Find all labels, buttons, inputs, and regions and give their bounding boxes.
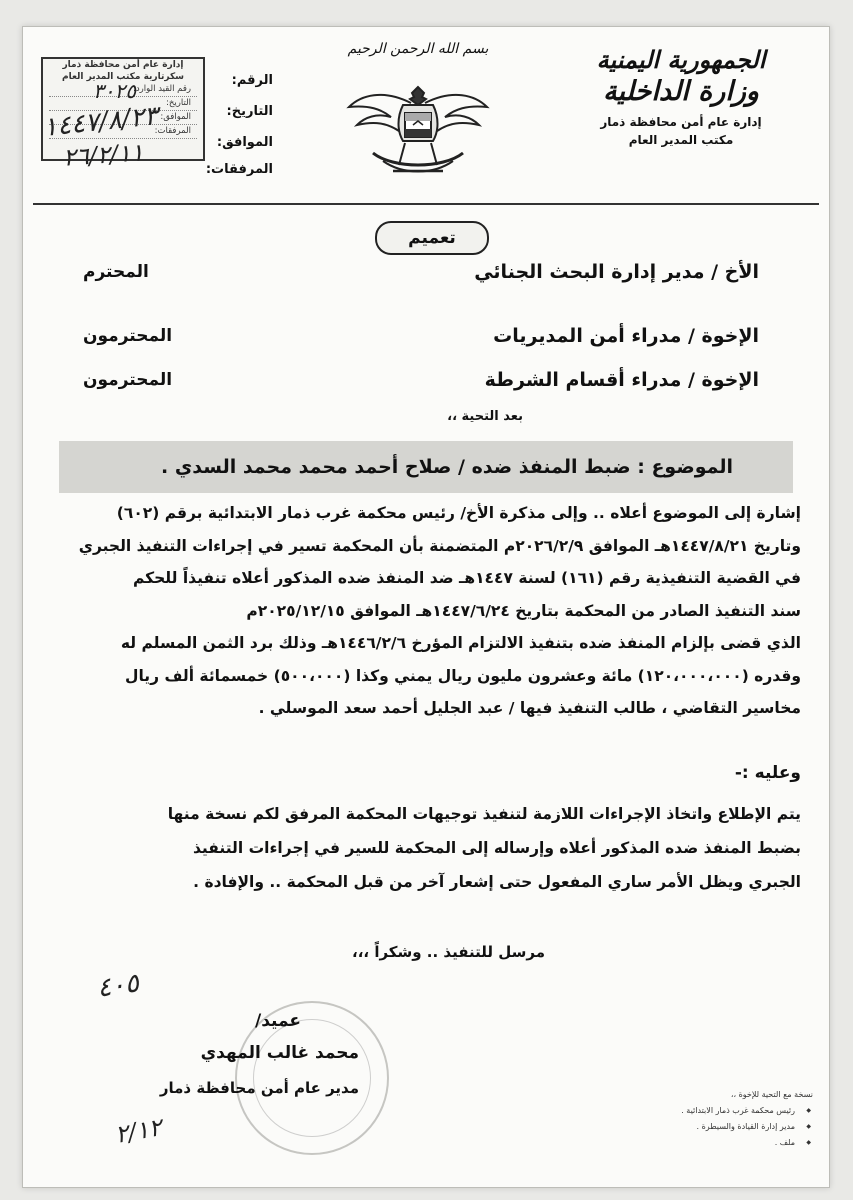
copies-header: نسخة مع التحية للإخوة ،، — [730, 1090, 813, 1099]
date-label: التاريخ: — [226, 104, 273, 119]
copy-item: ◆ مدير إدارة القيادة والسيطرة . — [623, 1119, 813, 1135]
addressee-name: الإخوة / مدراء أمن المديريات — [493, 325, 759, 347]
body-line: إشارة إلى الموضوع أعلاه .. وإلى مذكرة الأخ/ رئيس محكمة غرب ذمار الابتدائية برقم (٦٠٢) — [116, 504, 801, 522]
corresponding-label: الموافق: — [216, 135, 273, 150]
stamp-date-label: التاريخ: — [49, 97, 197, 111]
yemen-eagle-emblem-icon — [343, 69, 493, 189]
addressee-suffix: المحترمون — [83, 370, 173, 390]
copy-item: ◆ رئيس محكمة غرب ذمار الابتدائية . — [623, 1103, 813, 1119]
directive-line: بضبط المنفذ ضده المذكور أعلاه وإرساله إلى المحكمة للسير في إجراءات التنفيذ — [192, 839, 801, 857]
handwritten-margin-note: ٤٠٥ — [95, 968, 141, 1004]
office-name: مكتب المدير العام — [628, 133, 734, 147]
signatory-rank: عميد/ — [255, 1011, 301, 1031]
subject-text: الموضوع : ضبط المنفذ ضده / صلاح أحمد محمد محمد السدي . — [161, 456, 733, 478]
addressee-row — [83, 323, 759, 349]
document-title: تعميم — [408, 228, 456, 248]
addressee-row — [83, 367, 759, 393]
handwritten-ref-number: ٣٠٢٥ — [93, 79, 136, 103]
copies-list — [623, 1087, 813, 1151]
number-label: الرقم: — [231, 73, 273, 88]
handwritten-hijri-date: ١٤٤٧/٨/٢٣ — [41, 101, 160, 143]
stamp-incoming-label: رقم القيد الوارد: — [49, 83, 197, 97]
greeting: بعد التحية ،، — [447, 409, 523, 424]
signatory-name: محمد غالب المهدي — [200, 1043, 359, 1063]
therefore-label: وعليه :- — [734, 763, 801, 783]
copy-item: ◆ ملف . — [623, 1135, 813, 1151]
basmala: بسم الله الرحمن الرحيم — [347, 41, 489, 57]
body-line: الذي قضى بإلزام المنفذ ضده بتنفيذ الالتزام المؤرخ ١٤٤٦/٢/٦هـ وذلك برد الثمن المسلم له — [120, 634, 801, 652]
directive-line: يتم الإطلاع واتخاذ الإجراءات اللازمة لتنفيذ توجيهات المحكمة المرفق لكم نسخة منها — [167, 805, 801, 823]
body-paragraph — [53, 497, 801, 725]
title-badge — [375, 221, 489, 255]
body-line: وقدره (١٢٠،٠٠٠،٠٠٠) مائة وعشرون مليون ريال يمني وكذا (٥٠٠،٠٠٠) خمسمائة ألف ريال — [125, 666, 801, 685]
document-page — [22, 26, 830, 1188]
addressee-suffix: المحترمون — [83, 326, 173, 346]
stamp-line-dept: إدارة عام أمن محافظة ذمار — [62, 60, 184, 70]
signatory-title: مدير عام أمن محافظة ذمار — [159, 1079, 359, 1097]
closing-line: مرسل للتنفيذ .. وشكراً ،،، — [352, 943, 545, 961]
addressee-name: الأخ / مدير إدارة البحث الجنائي — [474, 261, 759, 283]
department-name: إدارة عام أمن محافظة ذمار — [600, 115, 762, 129]
body-line: في القضية التنفيذية رقم (١٦١) لسنة ١٤٤٧هـ ضد المنفذ ضده المذكور أعلاه تنفيذاً للحكم — [132, 569, 801, 587]
directive-line: الجبري ويظل الأمر ساري المفعول حتى إشعار آخر من قبل المحكمة .. والإفادة . — [193, 873, 801, 891]
attachments-label: المرفقات: — [205, 162, 273, 177]
body-line: وتاريخ ١٤٤٧/٨/٢١هـ الموافق ٢٠٢٦/٢/٩م المتضمنة بأن المحكمة تسير في إجراءات التنفيذ الجبري — [78, 536, 801, 555]
stamp-attachments-label: المرفقات: — [49, 125, 197, 139]
header-divider — [33, 203, 819, 205]
addressee-name: الإخوة / مدراء أقسام الشرطة — [484, 369, 759, 391]
subject-band — [59, 441, 793, 493]
stamp-line-office: سكرتارية مكتب المدير العام — [61, 72, 185, 82]
ministry-name: وزارة الداخلية — [603, 76, 759, 107]
addressee-row — [83, 259, 759, 285]
body-line: مخاسير التقاضي ، طالب التنفيذ فيها / عبد الجليل أحمد سعد الموسلي . — [258, 699, 801, 717]
republic-name: الجمهورية اليمنية — [596, 45, 766, 74]
handwritten-greg-date: ٢٦/٢/١١ — [62, 138, 145, 172]
handwritten-margin-date: ٢/١٢ — [112, 1113, 164, 1149]
addressee-suffix: المحترم — [83, 262, 149, 282]
stamp-corresponding-label: الموافق: — [49, 111, 197, 125]
letterhead — [561, 45, 801, 149]
body-line: سند التنفيذ الصادر من المحكمة بتاريخ ١٤٤٧/٦/٢٤هـ الموافق ٢٠٢٥/١٢/١٥م — [246, 601, 801, 620]
directive-paragraph — [53, 797, 801, 899]
